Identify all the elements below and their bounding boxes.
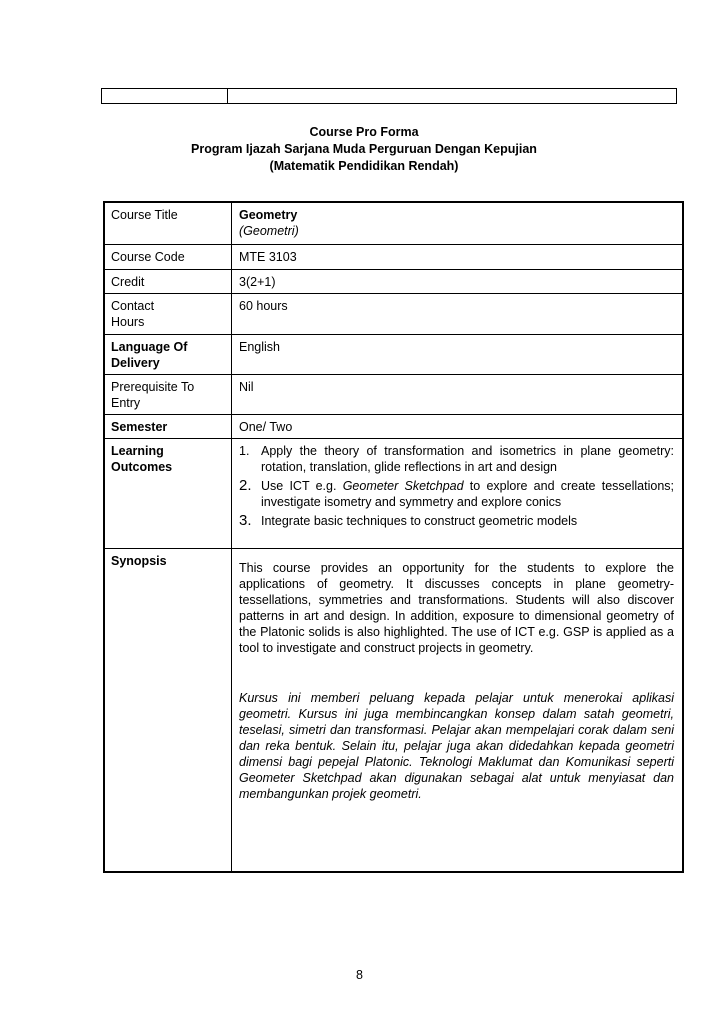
synopsis-english: This course provides an opportunity for the students to explore the applications of geometry. It discusses concepts in plane geometry- tessellations, symmetries and transformations. Students will also discover patterns in art and design. In addition, exposure to dimensional geometry of the Platonic solids is also highlighted. The use of ICT e.g. GSP is applied as a tool to investigate and construct projects in geometry. xyxy=(239,560,674,655)
synopsis-malay: Kursus ini memberi peluang kepada pelajar untuk menerokai aplikasi geometri. Kursus ini juga membincangkan konsep dalam satah geometri, teselasi, simetri dan transformasi. Pelajar akan mempelajari corak dalam seni dan reka bentuk. Selain itu, pelajar juga akan didedahkan kepada geometri dimensi bagi pepejal Platonic. Teknologi Maklumat dan Komunikasi seperti Geometer Sketchpad akan digunakan sebagai alat untuk menyiasat dan membangunkan projek geometri. xyxy=(239,690,674,801)
value-course-title xyxy=(232,202,684,244)
page-number: 8 xyxy=(356,968,363,982)
outcome-text xyxy=(261,478,674,510)
label-course-title: Course Title xyxy=(104,202,232,244)
value-language: English xyxy=(232,334,684,374)
label-prerequisite xyxy=(104,374,232,414)
row-language xyxy=(104,334,683,374)
label-language xyxy=(104,334,232,374)
row-synopsis xyxy=(104,548,683,872)
label-learning-outcomes-1: Learning xyxy=(111,443,164,458)
row-credit xyxy=(104,269,683,293)
title-line-2: Program Ijazah Sarjana Muda Perguruan Dengan Kepujian xyxy=(191,142,537,156)
row-prerequisite xyxy=(104,374,683,414)
top-header-cell-left xyxy=(102,89,228,103)
label-learning-outcomes-2: Outcomes xyxy=(111,459,173,474)
course-info-table xyxy=(103,201,684,873)
outcome-number: 3. xyxy=(239,511,252,529)
label-prerequisite-2: Entry xyxy=(111,395,141,410)
label-language-2: Delivery xyxy=(111,355,160,370)
outcome-item xyxy=(239,513,674,529)
title-line-1: Course Pro Forma xyxy=(309,125,419,139)
value-synopsis xyxy=(232,548,684,872)
course-title-ms: (Geometri) xyxy=(239,224,299,238)
label-credit: Credit xyxy=(104,269,232,293)
value-learning-outcomes xyxy=(232,438,684,548)
outcome-item xyxy=(239,443,674,475)
label-learning-outcomes xyxy=(104,438,232,548)
row-learning-outcomes xyxy=(104,438,683,548)
value-prerequisite: Nil xyxy=(232,374,684,414)
top-header-box xyxy=(101,88,677,104)
outcome-text: Integrate basic techniques to construct geometric models xyxy=(261,513,578,528)
label-semester: Semester xyxy=(104,414,232,438)
row-course-code xyxy=(104,244,683,269)
outcome-number: 2. xyxy=(239,476,252,494)
outcome-item xyxy=(239,478,674,510)
label-contact-hours-1: Contact xyxy=(111,298,155,313)
value-credit: 3(2+1) xyxy=(232,269,684,293)
course-title-en: Geometry xyxy=(239,208,298,222)
outcome-text-pre: Use ICT e.g. xyxy=(261,478,343,493)
outcome-text: Apply the theory of transformation and isometrics in plane geometry: rotation, translation, glide reflections in art and design xyxy=(261,443,674,474)
label-course-code: Course Code xyxy=(104,244,232,269)
value-semester: One/ Two xyxy=(232,414,684,438)
value-contact-hours: 60 hours xyxy=(232,293,684,334)
row-contact-hours xyxy=(104,293,683,334)
label-contact-hours xyxy=(104,293,232,334)
label-prerequisite-1: Prerequisite To xyxy=(111,379,195,394)
label-language-1: Language Of xyxy=(111,339,188,354)
value-course-code: MTE 3103 xyxy=(232,244,684,269)
label-synopsis: Synopsis xyxy=(104,548,232,872)
row-course-title xyxy=(104,202,683,244)
outcome-text-post: to explore and create tessellations; investigate isometry and symmetry and explore conics xyxy=(261,478,674,509)
label-contact-hours-2: Hours xyxy=(111,314,145,329)
outcome-text-software: Geometer Sketchpad xyxy=(342,478,464,493)
row-semester xyxy=(104,414,683,438)
document-title xyxy=(100,124,628,175)
outcome-number: 1. xyxy=(239,443,250,458)
title-line-3: (Matematik Pendidikan Rendah) xyxy=(269,159,459,173)
